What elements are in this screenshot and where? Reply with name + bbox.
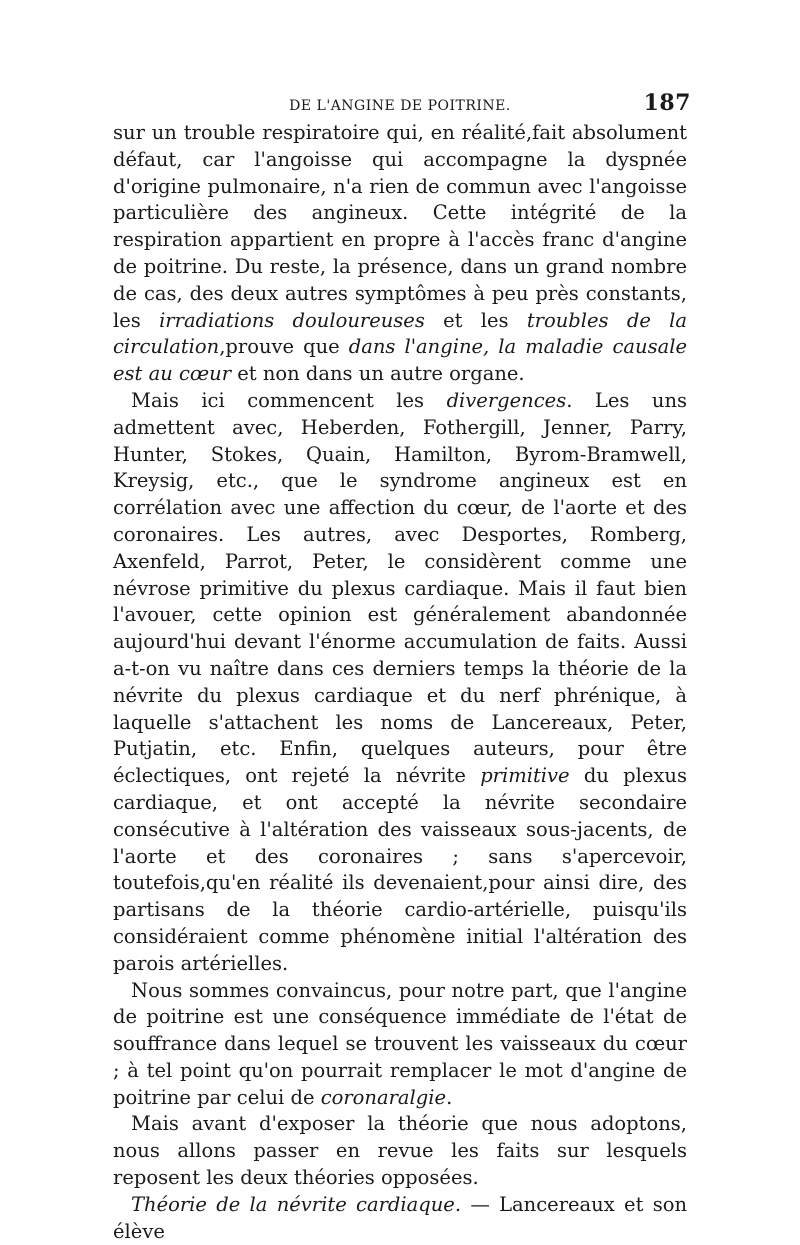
paragraph — [113, 1111, 687, 1191]
running-head — [113, 90, 691, 120]
italic-text: coronaralgie — [320, 1085, 447, 1109]
text-run: du plexus cardiaque, et ont accepté la névrite secondaire consécutive à l'altération des vaisseaux sous-jacents, de l'aorte et des coronaires ; sans s'apercevoir, toutefois,qu'en réalité ils devenaient,pour ainsi dire, des partisans de la théorie cardio-artérielle, puisqu'ils considéraient comme phénomène initial l'altération des parois artérielles. — [113, 764, 687, 975]
italic-text: irradiations douloureuses — [159, 308, 425, 332]
text-run: Mais ici commencent les — [131, 388, 447, 412]
body-text — [113, 120, 687, 1245]
paragraph — [113, 1192, 687, 1245]
book-page — [113, 90, 691, 1245]
text-run: . Les uns admettent avec, Heberden, Fothergill, Jenner, Parry, Hunter, Stokes, Quain, Hamilton, Byrom-Bramwell, Kreysig, etc., que le syndrome angineux est en corrélation avec une affection du cœur, de l'aorte et des coronaires. Les autres, avec Desportes, Romberg, Axenfeld, Parrot, Peter, le considèrent comme une névrose primitive du plexus cardiaque. Mais il faut bien l'avouer, cette opinion est généralement abandonnée aujourd'hui devant l'énorme accumulation de faits. Aussi a-t-on vu naître dans ces derniers temps la théorie de la névrite du plexus cardiaque et du nerf phrénique, à laquelle s'attachent les noms de Lancereaux, Peter, Putjatin, etc. Enfin, quelques auteurs, pour être éclectiques, ont rejeté la névrite — [113, 388, 688, 788]
running-title: DE L'ANGINE DE POITRINE. — [289, 98, 511, 114]
text-run: Mais avant d'exposer la théorie que nous adoptons, nous allons passer en revue les faits sur lesquels reposent les deux théories opposées. — [113, 1112, 687, 1190]
italic-text: dans l'angine, la maladie causale est au cœur — [113, 335, 687, 386]
page-number: 187 — [643, 90, 691, 116]
italic-text: Théorie de la névrite cardiaque. — [131, 1192, 462, 1216]
text-run: — Lancereaux et son élève — [113, 1192, 687, 1243]
text-run: Nous sommes convaincus, pour notre part, que l'angine de poitrine est une conséquence immédiate de l'état de souffrance dans lequel se trouvent les vaisseaux du cœur ; à tel point qu'on pourrait remplacer le mot d'angine de poitrine par celui de — [113, 978, 687, 1109]
paragraph — [113, 978, 687, 1112]
paragraph — [113, 120, 687, 388]
text-run: ,prouve que — [219, 335, 349, 359]
text-run: et non dans un autre organe. — [231, 362, 525, 386]
text-run: sur un trouble respiratoire qui, en réalité,fait absolument défaut, car l'angoisse qui accompagne la dyspnée d'origine pulmonaire, n'a rien de commun avec l'angoisse particulière des angineux. Cette intégrité de la respiration appartient en propre à l'accès franc d'angine de poitrine. Du reste, la présence, dans un grand nombre de cas, des deux autres symptômes à peu près constants, les — [113, 121, 687, 332]
italic-text: troubles de la circulation — [113, 308, 687, 359]
text-run: . — [446, 1085, 453, 1109]
paragraph — [113, 388, 687, 978]
italic-text: divergences — [446, 388, 567, 412]
text-run: et les — [424, 308, 527, 332]
italic-text: primitive — [480, 764, 570, 788]
